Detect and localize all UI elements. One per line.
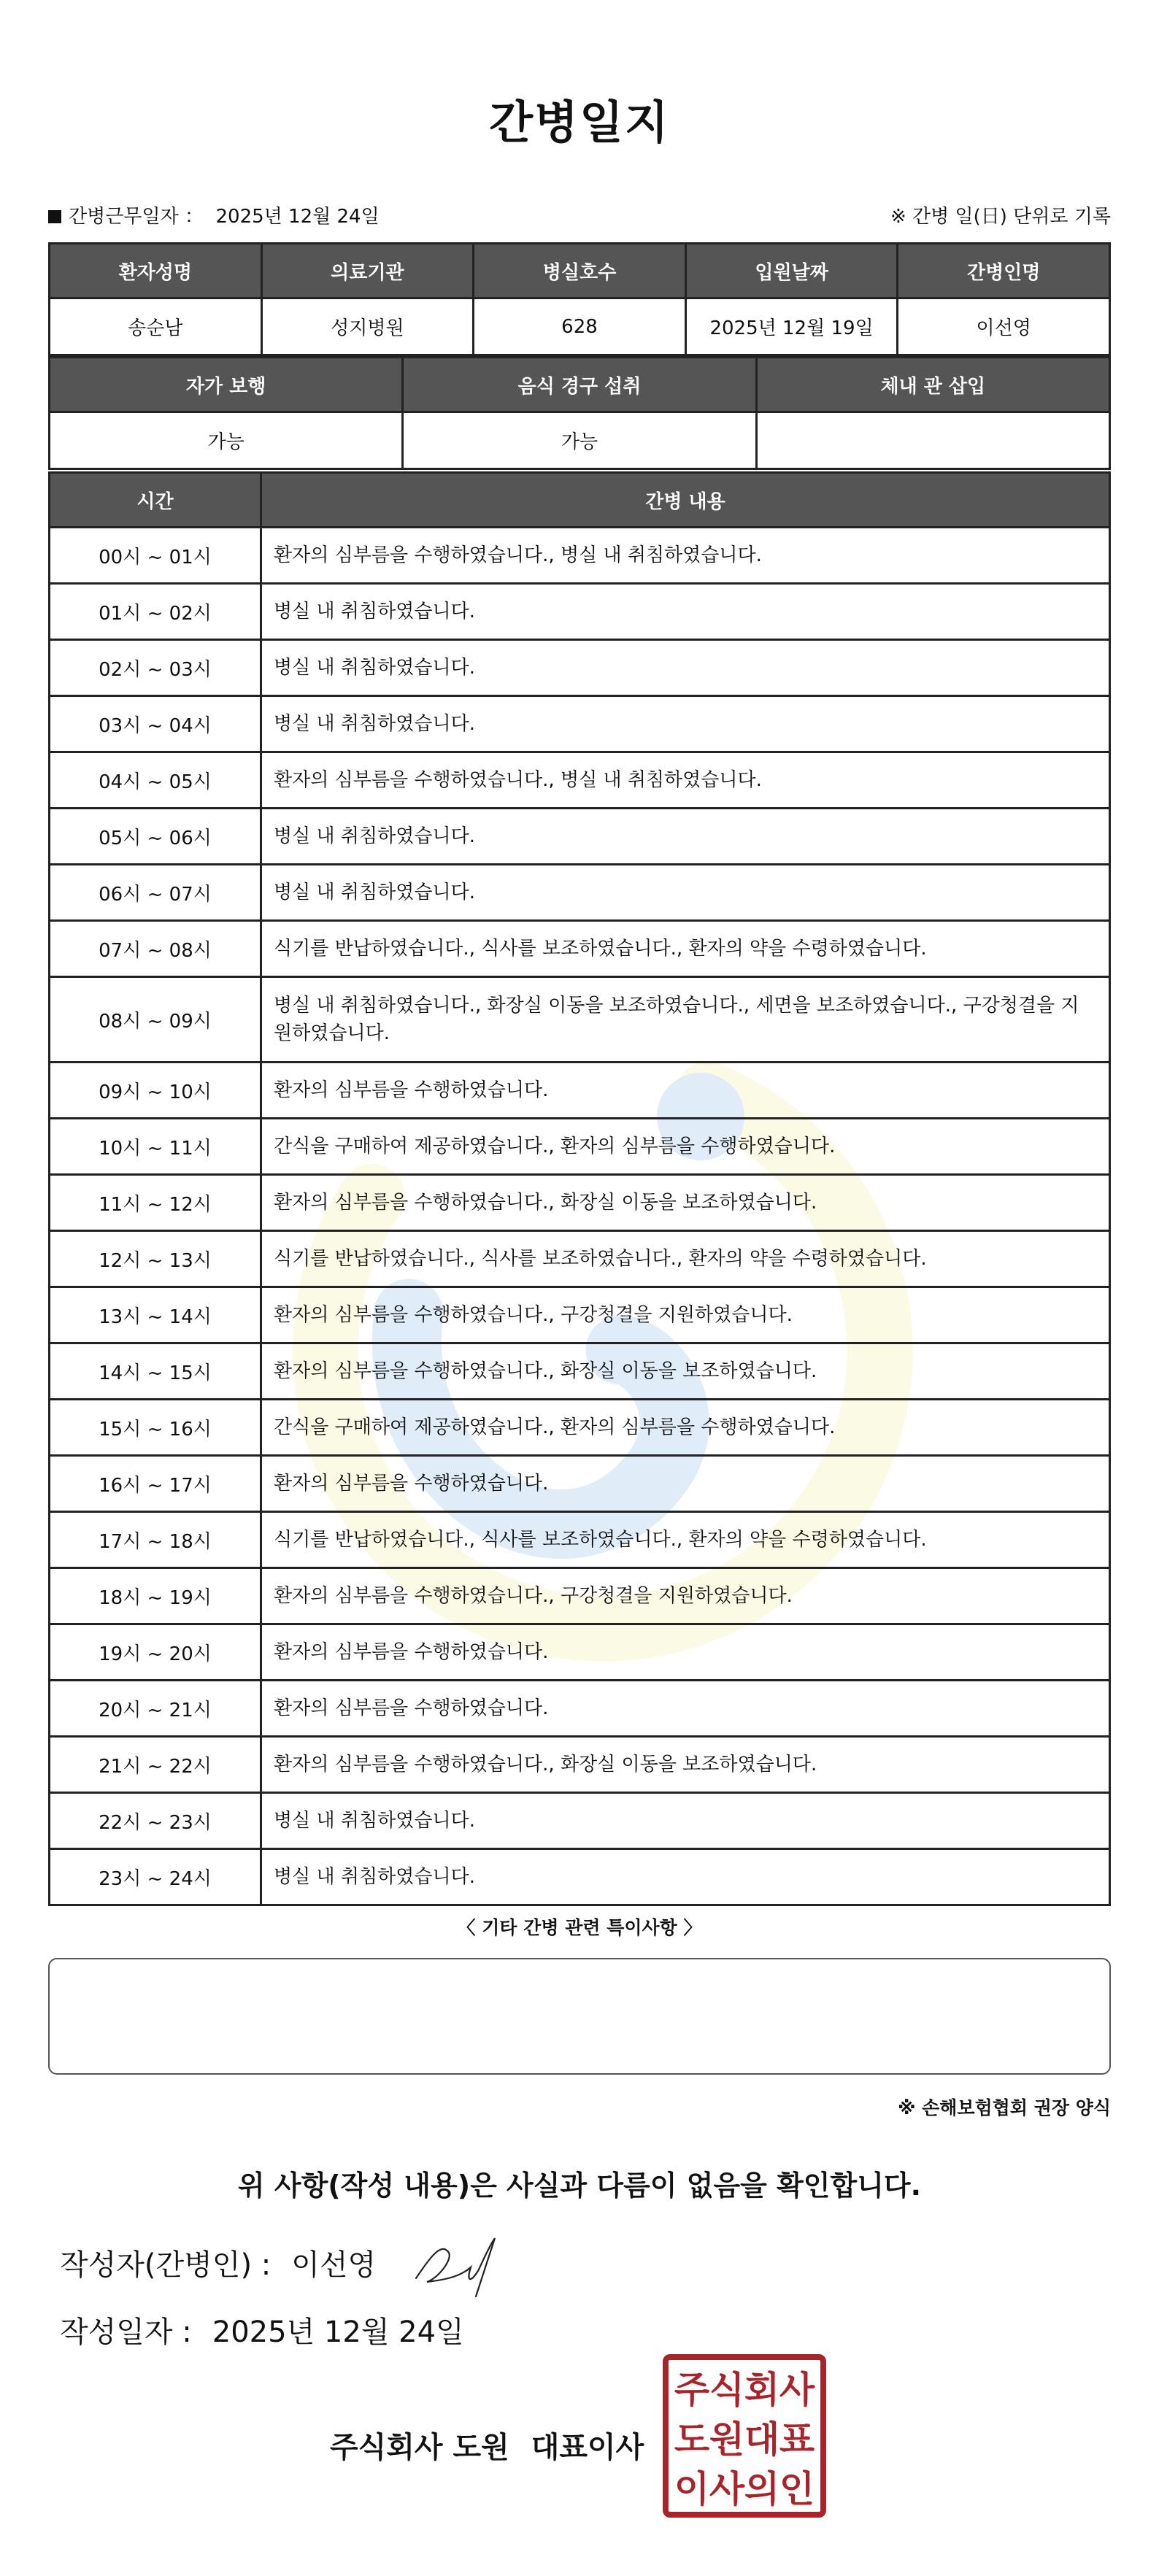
table-row: [50, 977, 1110, 1063]
company-seal-stamp: [663, 2354, 826, 2518]
row-content: 병실 내 취침하였습니다.: [261, 1793, 1110, 1849]
table-row: [50, 1568, 1110, 1624]
writer-name: 이선영: [291, 2248, 377, 2282]
row-time: 16시 ~ 17시: [50, 1456, 261, 1512]
row-time: 04시 ~ 05시: [50, 752, 261, 809]
header-caregiver-name: 간병인명: [898, 244, 1110, 298]
confirmation-statement: 위 사항(작성 내용)은 사실과 다름이 없음을 확인합니다.: [237, 2170, 922, 2202]
row-time: 17시 ~ 18시: [50, 1512, 261, 1568]
row-content: 병실 내 취침하였습니다.: [261, 640, 1110, 696]
care-log-table: [48, 471, 1111, 1906]
table-row: [50, 696, 1110, 752]
row-content: 환자의 심부름을 수행하였습니다.: [261, 1456, 1110, 1512]
table-row: [50, 640, 1110, 696]
table-row: [50, 1231, 1110, 1287]
writer-row: [60, 2242, 376, 2283]
svg-text:주: 주: [674, 2369, 710, 2411]
room-number: 628: [474, 298, 686, 355]
row-time: 22시 ~ 23시: [50, 1793, 261, 1849]
svg-text:사: 사: [709, 2468, 745, 2510]
table-row: [50, 1400, 1110, 1456]
row-content: 환자의 심부름을 수행하였습니다., 병실 내 취침하였습니다.: [261, 528, 1110, 584]
row-content: 병실 내 취침하였습니다.: [261, 1849, 1110, 1905]
row-time: 11시 ~ 12시: [50, 1175, 261, 1231]
special-notes-box: [48, 1958, 1111, 2075]
recommend-note: ※ 손해보험협회 권장 양식: [898, 2097, 1111, 2118]
row-content: 환자의 심부름을 수행하였습니다., 병실 내 취침하였습니다.: [261, 752, 1110, 809]
work-date-row: [48, 201, 380, 228]
svg-text:이: 이: [674, 2468, 710, 2510]
written-date-row: [60, 2309, 464, 2351]
header-patient-name: 환자성명: [50, 244, 262, 298]
row-content: 병실 내 취침하였습니다.: [261, 696, 1110, 752]
patient-name: 송순남: [50, 298, 262, 355]
header-room: 병실호수: [474, 244, 686, 298]
oral-intake-value: 가능: [403, 412, 756, 469]
special-notes-title: 〈 기타 간병 관련 특이사항 〉: [457, 1917, 702, 1938]
row-time: 03시 ~ 04시: [50, 696, 261, 752]
row-time: 15시 ~ 16시: [50, 1400, 261, 1456]
svg-text:대: 대: [744, 2418, 780, 2461]
header-self-walking: 자가 보행: [50, 358, 403, 412]
square-bullet-icon: [48, 210, 61, 223]
row-time: 21시 ~ 22시: [50, 1737, 261, 1793]
row-content: 병실 내 취침하였습니다.: [261, 809, 1110, 865]
table-row: [50, 1119, 1110, 1175]
header-care-content: 간병 내용: [261, 473, 1110, 528]
table-row: [50, 1793, 1110, 1849]
table-row: [50, 1681, 1110, 1737]
tube-insertion-value: [756, 412, 1109, 469]
company-name: 주식회사 도원: [330, 2431, 509, 2464]
row-content: 식기를 반납하였습니다., 식사를 보조하였습니다., 환자의 약을 수령하였습니다.: [261, 1512, 1110, 1568]
header-admission-date: 입원날짜: [685, 244, 898, 298]
row-content: 환자의 심부름을 수행하였습니다., 화장실 이동을 보조하였습니다.: [261, 1737, 1110, 1793]
row-content: 병실 내 취침하였습니다.: [261, 584, 1110, 640]
row-time: 00시 ~ 01시: [50, 528, 261, 584]
table-row: [50, 528, 1110, 584]
row-time: 06시 ~ 07시: [50, 865, 261, 921]
row-content: 환자의 심부름을 수행하였습니다.: [261, 1624, 1110, 1681]
row-time: 14시 ~ 15시: [50, 1343, 261, 1400]
header-time: 시간: [50, 473, 261, 528]
row-content: 환자의 심부름을 수행하였습니다.: [261, 1681, 1110, 1737]
table-row: [50, 809, 1110, 865]
row-content: 환자의 심부름을 수행하였습니다., 구강청결을 지원하였습니다.: [261, 1568, 1110, 1624]
work-date-value: 2025년 12월 24일: [215, 206, 380, 228]
representative-title: 대표이사: [531, 2431, 644, 2464]
svg-text:식: 식: [709, 2369, 745, 2411]
svg-text:원: 원: [709, 2418, 745, 2461]
table-row: [50, 921, 1110, 977]
row-time: 05시 ~ 06시: [50, 809, 261, 865]
admission-date: 2025년 12월 19일: [685, 298, 898, 355]
row-content: 간식을 구매하여 제공하였습니다., 환자의 심부름을 수행하였습니다.: [261, 1119, 1110, 1175]
row-content: 환자의 심부름을 수행하였습니다.: [261, 1063, 1110, 1119]
table-row: [50, 1512, 1110, 1568]
table-row: [50, 1737, 1110, 1793]
row-content: 식기를 반납하였습니다., 식사를 보조하였습니다., 환자의 약을 수령하였습니다.: [261, 1231, 1110, 1287]
written-date-label: 작성일자 :: [60, 2315, 192, 2349]
header-tube-insertion: 체내 관 삽입: [756, 358, 1109, 412]
row-time: 02시 ~ 03시: [50, 640, 261, 696]
row-time: 09시 ~ 10시: [50, 1063, 261, 1119]
self-walking-value: 가능: [50, 412, 403, 469]
header-oral-intake: 음식 경구 섭취: [403, 358, 756, 412]
svg-text:의: 의: [744, 2468, 780, 2510]
row-time: 20시 ~ 21시: [50, 1681, 261, 1737]
table-row: [50, 752, 1110, 809]
writer-label: 작성자(간병인) :: [60, 2248, 272, 2282]
table-row: [50, 584, 1110, 640]
table-row: [50, 1456, 1110, 1512]
work-date-label: 간병근무일자 ：: [69, 206, 204, 228]
table-row: [50, 1287, 1110, 1343]
company-signature: [330, 2424, 644, 2466]
signature-image: [409, 2227, 511, 2300]
hospital-name: 성지병원: [261, 298, 474, 355]
row-content: 간식을 구매하여 제공하였습니다., 환자의 심부름을 수행하였습니다.: [261, 1400, 1110, 1456]
row-time: 19시 ~ 20시: [50, 1624, 261, 1681]
row-content: 병실 내 취침하였습니다.: [261, 865, 1110, 921]
row-content: 환자의 심부름을 수행하였습니다., 구강청결을 지원하였습니다.: [261, 1287, 1110, 1343]
patient-ability-table: [48, 356, 1111, 470]
table-row: [50, 1063, 1110, 1119]
table-row: [50, 1849, 1110, 1905]
row-time: 12시 ~ 13시: [50, 1231, 261, 1287]
written-date-value: 2025년 12월 24일: [212, 2315, 464, 2349]
row-content: 병실 내 취침하였습니다., 화장실 이동을 보조하였습니다., 세면을 보조하였습니다., 구강청결을 지원하였습니다.: [261, 977, 1110, 1063]
caregiver-name: 이선영: [898, 298, 1110, 355]
table-row: [50, 1624, 1110, 1681]
row-time: 13시 ~ 14시: [50, 1287, 261, 1343]
table-row: [50, 1343, 1110, 1400]
header-hospital: 의료기관: [261, 244, 474, 298]
svg-text:회: 회: [744, 2369, 780, 2411]
record-note: ※ 간병 일(日) 단위로 기록: [890, 206, 1111, 228]
row-content: 환자의 심부름을 수행하였습니다., 화장실 이동을 보조하였습니다.: [261, 1343, 1110, 1400]
table-row: [50, 865, 1110, 921]
row-time: 10시 ~ 11시: [50, 1119, 261, 1175]
row-time: 18시 ~ 19시: [50, 1568, 261, 1624]
svg-text:사: 사: [779, 2369, 815, 2411]
row-content: 식기를 반납하였습니다., 식사를 보조하였습니다., 환자의 약을 수령하였습니다.: [261, 921, 1110, 977]
row-time: 23시 ~ 24시: [50, 1849, 261, 1905]
svg-text:표: 표: [779, 2418, 815, 2461]
page-title: 간병일지: [489, 96, 670, 149]
row-time: 07시 ~ 08시: [50, 921, 261, 977]
row-time: 01시 ~ 02시: [50, 584, 261, 640]
patient-info-table: [48, 242, 1111, 356]
svg-text:인: 인: [779, 2468, 815, 2510]
svg-text:도: 도: [674, 2418, 710, 2461]
table-row: [50, 1175, 1110, 1231]
row-time: 08시 ~ 09시: [50, 977, 261, 1063]
row-content: 환자의 심부름을 수행하였습니다., 화장실 이동을 보조하였습니다.: [261, 1175, 1110, 1231]
